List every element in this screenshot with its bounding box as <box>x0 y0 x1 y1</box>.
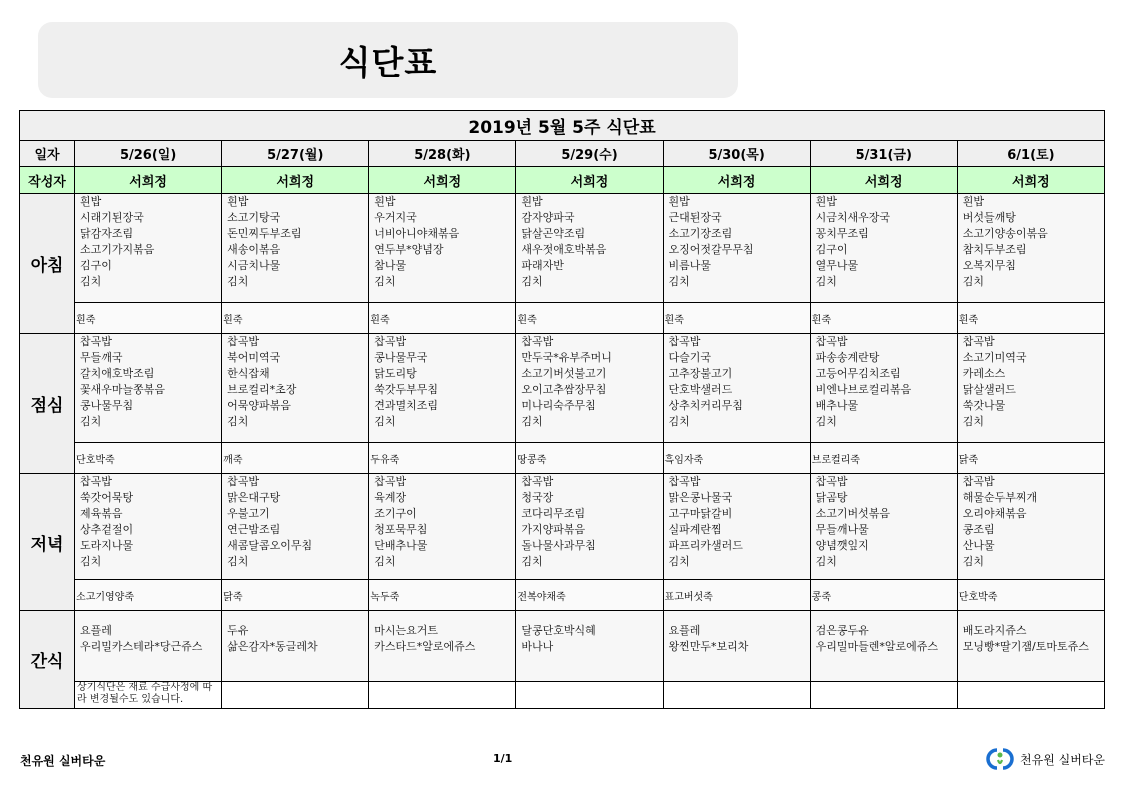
dinner-porridge-cell: 단호박죽 <box>957 580 1104 611</box>
lunch-dish-item: 미나리숙주무침 <box>521 399 596 412</box>
lunch-dish-list <box>369 334 515 430</box>
lunch-dish-item: 찹곡밥 <box>80 335 112 348</box>
dinner-dish-item: 상추겉절이 <box>80 523 134 536</box>
menu-note <box>75 682 222 709</box>
lunch-dish-item: 다슬기국 <box>668 351 712 364</box>
breakfast-porridge-cell: 흰죽 <box>516 303 663 334</box>
lunch-dish-item: 찹곡밥 <box>668 335 701 348</box>
menu-note-text: 상기식단은 재료 수급사정에 따라 변경될수도 있습니다. <box>77 682 213 705</box>
lunch-dish-item: 만두국*유부주머니 <box>521 351 612 364</box>
breakfast-dish-item: 소고기양송이볶음 <box>962 227 1048 240</box>
dinner-dish-list <box>516 474 662 570</box>
breakfast-dish-item: 시금치나물 <box>227 259 281 272</box>
breakfast-porridge-cell: 흰죽 <box>663 303 810 334</box>
breakfast-dish-item: 김치 <box>962 275 985 288</box>
dinner-dish-item: 파프리카샐러드 <box>668 539 743 552</box>
lunch-dish-item: 닭살샐러드 <box>962 383 1016 396</box>
breakfast-porridge-cell: 흰죽 <box>810 303 957 334</box>
dinner-porridge-cell: 콩죽 <box>810 580 957 611</box>
dinner-porridge-cell: 닭죽 <box>222 580 369 611</box>
snack-item-item: 바나나 <box>521 640 554 653</box>
dinner-dish-item: 찹곡밥 <box>815 475 848 488</box>
lunch-dish-item: 김치 <box>227 415 249 428</box>
snack-cell <box>663 611 810 682</box>
dinner-dish-item: 돌나물사과무침 <box>521 539 596 552</box>
breakfast-dish-item: 흰밥 <box>227 195 249 208</box>
breakfast-dish-list <box>664 194 810 290</box>
snack-item-item: 우리밀카스테라*당근쥬스 <box>80 640 203 653</box>
snack-item-item: 카스타드*알로에쥬스 <box>374 640 476 653</box>
lunch-porridge-cell: 깨죽 <box>222 443 369 474</box>
dinner-cell <box>75 474 222 580</box>
dinner-dish-list <box>958 474 1104 570</box>
lunch-dish-item: 소고기버섯불고기 <box>521 367 607 380</box>
breakfast-dish-item: 연두부*양념장 <box>374 243 444 256</box>
lunch-dish-list <box>222 334 368 430</box>
lunch-dish-item: 찹곡밥 <box>374 335 407 348</box>
footer-logo-text: 천유원 실버타운 <box>1020 752 1105 767</box>
lunch-dish-item: 김치 <box>962 415 985 428</box>
breakfast-dish-item: 시래기된장국 <box>80 211 144 224</box>
breakfast-dish-item: 닭살곤약조림 <box>521 227 586 240</box>
breakfast-dish-item: 열무나물 <box>815 259 859 272</box>
snack-item-item: 우리밀마들렌*알로에쥬스 <box>815 640 939 653</box>
dinner-dish-item: 무들깨나물 <box>815 523 869 536</box>
breakfast-dish-item: 버섯들깨탕 <box>962 211 1016 224</box>
breakfast-dish-item: 김치 <box>80 275 102 288</box>
snack-item-list <box>516 611 662 655</box>
breakfast-dish-item: 소고기가지볶음 <box>80 243 155 256</box>
dinner-dish-item: 단배추나물 <box>374 539 428 552</box>
lunch-dish-item: 콩나물무침 <box>80 399 134 412</box>
dinner-dish-item: 우불고기 <box>227 507 270 520</box>
breakfast-dish-list <box>958 194 1104 290</box>
snack-item-item: 요플레 <box>668 624 701 637</box>
breakfast-dish-item: 우거지국 <box>374 211 417 224</box>
dinner-dish-item: 콩조림 <box>962 523 995 536</box>
breakfast-cell <box>222 194 369 303</box>
breakfast-dish-item: 꽁치무조림 <box>815 227 869 240</box>
silver-town-logo-icon <box>983 746 1017 772</box>
snack-item-item: 왕찐만두*보리차 <box>668 640 749 653</box>
author-cell: 서희정 <box>957 167 1104 194</box>
dinner-dish-list <box>664 474 810 570</box>
breakfast-label: 아침 <box>20 194 75 334</box>
breakfast-cell <box>75 194 222 303</box>
breakfast-dish-item: 새송이볶음 <box>227 243 281 256</box>
date-row-label: 일자 <box>20 141 75 167</box>
breakfast-dish-item: 흰밥 <box>374 195 396 208</box>
lunch-cell <box>516 334 663 443</box>
snack-item-item: 요플레 <box>80 624 112 637</box>
lunch-dish-item: 콩나물무국 <box>374 351 428 364</box>
breakfast-dish-item: 오징어젓갈무무침 <box>668 243 754 256</box>
author-cell: 서희정 <box>516 167 663 194</box>
lunch-dish-item: 고등어무김치조림 <box>815 367 901 380</box>
dinner-porridge-cell: 소고기영양죽 <box>75 580 222 611</box>
dinner-dish-item: 찹곡밥 <box>521 475 554 488</box>
dinner-dish-item: 김치 <box>521 555 543 568</box>
breakfast-cell <box>516 194 663 303</box>
dinner-dish-item: 소고기버섯볶음 <box>815 507 891 520</box>
breakfast-dish-item: 김치 <box>815 275 837 288</box>
dinner-cell <box>810 474 957 580</box>
lunch-dish-item: 상추치커리무침 <box>668 399 743 412</box>
dinner-dish-item: 청국장 <box>521 491 554 504</box>
dinner-cell <box>957 474 1104 580</box>
breakfast-dish-item: 소고기장조림 <box>668 227 733 240</box>
dinner-dish-item: 실파계란찜 <box>668 523 722 536</box>
date-header: 6/1(토) <box>957 141 1104 167</box>
breakfast-dish-item: 참치두부조림 <box>962 243 1027 256</box>
lunch-dish-item: 찹곡밥 <box>962 335 995 348</box>
weekly-menu-table <box>19 110 1105 709</box>
breakfast-dish-list <box>811 194 957 290</box>
dinner-dish-item: 맑은대구탕 <box>227 491 281 504</box>
snack-item-item: 두유 <box>227 624 249 637</box>
dinner-porridge-cell: 전복야채죽 <box>516 580 663 611</box>
breakfast-dish-item: 김치 <box>668 275 690 288</box>
lunch-dish-item: 찹곡밥 <box>815 335 848 348</box>
dinner-dish-item: 가지양파볶음 <box>521 523 586 536</box>
lunch-dish-item: 견과멸치조림 <box>374 399 439 412</box>
author-cell: 서희정 <box>75 167 222 194</box>
lunch-dish-item: 무들깨국 <box>80 351 123 364</box>
note-empty-cell <box>222 682 369 709</box>
dinner-dish-item: 찹곡밥 <box>962 475 995 488</box>
breakfast-dish-item: 닭감자조림 <box>80 227 134 240</box>
dinner-dish-item: 연근밤조림 <box>227 523 281 536</box>
dinner-dish-item: 도라지나물 <box>80 539 134 552</box>
breakfast-dish-item: 새우젓애호박볶음 <box>521 243 607 256</box>
lunch-dish-item: 한식잡채 <box>227 367 270 380</box>
dinner-dish-item: 찹곡밥 <box>668 475 701 488</box>
dinner-dish-item: 코다리무조림 <box>521 507 586 520</box>
lunch-dish-item: 갈치애호박조림 <box>80 367 155 380</box>
snack-item-item: 모닝빵*딸기잼/토마토쥬스 <box>962 640 1089 653</box>
breakfast-dish-list <box>75 194 221 290</box>
lunch-dish-item: 김치 <box>374 415 396 428</box>
note-empty-cell <box>516 682 663 709</box>
dinner-label: 저녁 <box>20 474 75 611</box>
dinner-cell <box>516 474 663 580</box>
breakfast-dish-list <box>369 194 515 290</box>
lunch-dish-item: 단호박샐러드 <box>668 383 733 396</box>
lunch-dish-item: 배추나물 <box>815 399 859 412</box>
dinner-dish-item: 김치 <box>815 555 837 568</box>
breakfast-dish-item: 참나물 <box>374 259 407 272</box>
breakfast-dish-item: 흰밥 <box>815 195 837 208</box>
snack-cell <box>516 611 663 682</box>
snack-item-list <box>811 611 957 655</box>
lunch-dish-item: 김치 <box>668 415 690 428</box>
lunch-dish-item: 오이고추쌈장무침 <box>521 383 607 396</box>
snack-cell <box>810 611 957 682</box>
dinner-dish-item: 김치 <box>374 555 396 568</box>
snack-item-list <box>369 611 515 655</box>
breakfast-dish-item: 소고기탕국 <box>227 211 281 224</box>
lunch-cell <box>957 334 1104 443</box>
dinner-dish-list <box>811 474 957 570</box>
dinner-dish-item: 맑은콩나물국 <box>668 491 733 504</box>
lunch-dish-list <box>811 334 957 430</box>
lunch-dish-item: 김치 <box>521 415 543 428</box>
lunch-dish-item: 김치 <box>815 415 837 428</box>
author-cell: 서희정 <box>663 167 810 194</box>
dinner-porridge-cell: 표고버섯죽 <box>663 580 810 611</box>
dinner-dish-list <box>369 474 515 570</box>
breakfast-dish-item: 흰밥 <box>962 195 985 208</box>
breakfast-dish-list <box>222 194 368 290</box>
lunch-dish-item: 비엔나브로컬리볶음 <box>815 383 912 396</box>
date-header: 5/29(수) <box>516 141 663 167</box>
snack-cell <box>222 611 369 682</box>
lunch-dish-item: 김치 <box>80 415 102 428</box>
lunch-dish-list <box>664 334 810 430</box>
dinner-porridge-cell: 녹두죽 <box>369 580 516 611</box>
note-empty-cell <box>957 682 1104 709</box>
author-cell: 서희정 <box>222 167 369 194</box>
page-title: 식단표 <box>338 42 438 82</box>
breakfast-dish-item: 너비아니야채볶음 <box>374 227 460 240</box>
breakfast-dish-item: 흰밥 <box>668 195 690 208</box>
breakfast-porridge-cell: 흰죽 <box>75 303 222 334</box>
lunch-dish-item: 찹곡밥 <box>227 335 260 348</box>
breakfast-dish-item: 김치 <box>374 275 396 288</box>
author-cell: 서희정 <box>369 167 516 194</box>
snack-item-list <box>664 611 810 655</box>
breakfast-dish-item: 김구이 <box>80 259 112 272</box>
date-header: 5/31(금) <box>810 141 957 167</box>
snack-item-item: 검은콩두유 <box>815 624 869 637</box>
breakfast-dish-item: 흰밥 <box>80 195 102 208</box>
lunch-cell <box>663 334 810 443</box>
footer-org: 천유원 실버타운 <box>20 754 106 768</box>
lunch-porridge-cell: 두유죽 <box>369 443 516 474</box>
footer-page-number: 1/1 <box>493 752 513 765</box>
snack-cell <box>369 611 516 682</box>
snack-item-list <box>75 611 221 655</box>
breakfast-dish-item: 김치 <box>227 275 249 288</box>
lunch-dish-item: 카레소스 <box>962 367 1006 380</box>
date-header: 5/28(화) <box>369 141 516 167</box>
dinner-dish-item: 찹곡밥 <box>374 475 407 488</box>
breakfast-dish-item: 파래자반 <box>521 259 564 272</box>
snack-item-item: 배도라지쥬스 <box>962 624 1027 637</box>
lunch-dish-item: 찹곡밥 <box>521 335 554 348</box>
breakfast-dish-item: 시금치새우장국 <box>815 211 891 224</box>
footer-logo <box>983 746 1105 772</box>
author-row-label: 작성자 <box>20 167 75 194</box>
snack-item-list <box>222 611 368 655</box>
snack-item-item: 삶은감자*동글레차 <box>227 640 318 653</box>
lunch-dish-list <box>516 334 662 430</box>
table-heading: 2019년 5월 5주 식단표 <box>20 111 1105 141</box>
snack-cell <box>957 611 1104 682</box>
date-header: 5/30(목) <box>663 141 810 167</box>
breakfast-dish-item: 감자양파국 <box>521 211 575 224</box>
breakfast-porridge-cell: 흰죽 <box>369 303 516 334</box>
dinner-dish-item: 쑥갓어묵탕 <box>80 491 134 504</box>
lunch-dish-item: 북어미역국 <box>227 351 281 364</box>
dinner-dish-item: 김치 <box>80 555 102 568</box>
lunch-dish-list <box>958 334 1104 430</box>
breakfast-cell <box>369 194 516 303</box>
lunch-porridge-cell: 땅콩죽 <box>516 443 663 474</box>
lunch-dish-item: 쑥갓나물 <box>962 399 1006 412</box>
lunch-porridge-cell: 단호박죽 <box>75 443 222 474</box>
breakfast-cell <box>957 194 1104 303</box>
lunch-dish-item: 어묵양파볶음 <box>227 399 291 412</box>
snack-item-list <box>958 611 1104 655</box>
lunch-dish-list <box>75 334 221 430</box>
lunch-cell <box>369 334 516 443</box>
dinner-dish-item: 새콤달콤오이무침 <box>227 539 313 552</box>
breakfast-porridge-cell: 흰죽 <box>957 303 1104 334</box>
dinner-dish-item: 청포묵무침 <box>374 523 428 536</box>
lunch-porridge-cell: 닭죽 <box>957 443 1104 474</box>
dinner-cell <box>222 474 369 580</box>
note-empty-cell <box>663 682 810 709</box>
dinner-dish-list <box>222 474 368 570</box>
lunch-label: 점심 <box>20 334 75 474</box>
lunch-dish-item: 꽃새우마늘쫑볶음 <box>80 383 166 396</box>
lunch-dish-item: 고추장불고기 <box>668 367 733 380</box>
breakfast-dish-list <box>516 194 662 290</box>
breakfast-cell <box>663 194 810 303</box>
dinner-dish-item: 해물순두부찌개 <box>962 491 1038 504</box>
dinner-dish-list <box>75 474 221 570</box>
breakfast-dish-item: 근대된장국 <box>668 211 722 224</box>
snack-item-item: 마시는요거트 <box>374 624 439 637</box>
dinner-dish-item: 오리야채볶음 <box>962 507 1027 520</box>
lunch-porridge-cell: 흑임자죽 <box>663 443 810 474</box>
dinner-dish-item: 양념깻잎지 <box>815 539 869 552</box>
note-empty-cell <box>369 682 516 709</box>
page-title-box <box>38 22 738 98</box>
lunch-cell <box>810 334 957 443</box>
snack-label: 간식 <box>20 611 75 709</box>
lunch-dish-item: 소고기미역국 <box>962 351 1027 364</box>
breakfast-porridge-cell: 흰죽 <box>222 303 369 334</box>
breakfast-dish-item: 김치 <box>521 275 543 288</box>
breakfast-dish-item: 오복지무침 <box>962 259 1016 272</box>
dinner-dish-item: 찹곡밥 <box>227 475 260 488</box>
breakfast-dish-item: 흰밥 <box>521 195 543 208</box>
dinner-dish-item: 육계장 <box>374 491 407 504</box>
lunch-cell <box>222 334 369 443</box>
dinner-dish-item: 찹곡밥 <box>80 475 112 488</box>
dinner-dish-item: 조기구이 <box>374 507 417 520</box>
dinner-cell <box>663 474 810 580</box>
note-empty-cell <box>810 682 957 709</box>
dinner-dish-item: 김치 <box>668 555 690 568</box>
dinner-dish-item: 고구마닭갈비 <box>668 507 733 520</box>
breakfast-dish-item: 비름나물 <box>668 259 712 272</box>
lunch-dish-item: 쑥갓두부무침 <box>374 383 439 396</box>
dinner-dish-item: 김치 <box>227 555 249 568</box>
breakfast-dish-item: 김구이 <box>815 243 848 256</box>
lunch-cell <box>75 334 222 443</box>
dinner-dish-item: 닭곰탕 <box>815 491 848 504</box>
dinner-dish-item: 제육볶음 <box>80 507 123 520</box>
lunch-dish-item: 파송송계란탕 <box>815 351 880 364</box>
snack-item-item: 달콩단호박식혜 <box>521 624 596 637</box>
dinner-cell <box>369 474 516 580</box>
date-header: 5/27(월) <box>222 141 369 167</box>
dinner-dish-item: 산나물 <box>962 539 995 552</box>
snack-cell <box>75 611 222 682</box>
breakfast-cell <box>810 194 957 303</box>
breakfast-dish-item: 돈민찌두부조림 <box>227 227 302 240</box>
lunch-dish-item: 닭도리탕 <box>374 367 417 380</box>
lunch-porridge-cell: 브로컬리죽 <box>810 443 957 474</box>
dinner-dish-item: 김치 <box>962 555 985 568</box>
date-header: 5/26(일) <box>75 141 222 167</box>
author-cell: 서희정 <box>810 167 957 194</box>
lunch-dish-item: 브로컬리*초장 <box>227 383 297 396</box>
